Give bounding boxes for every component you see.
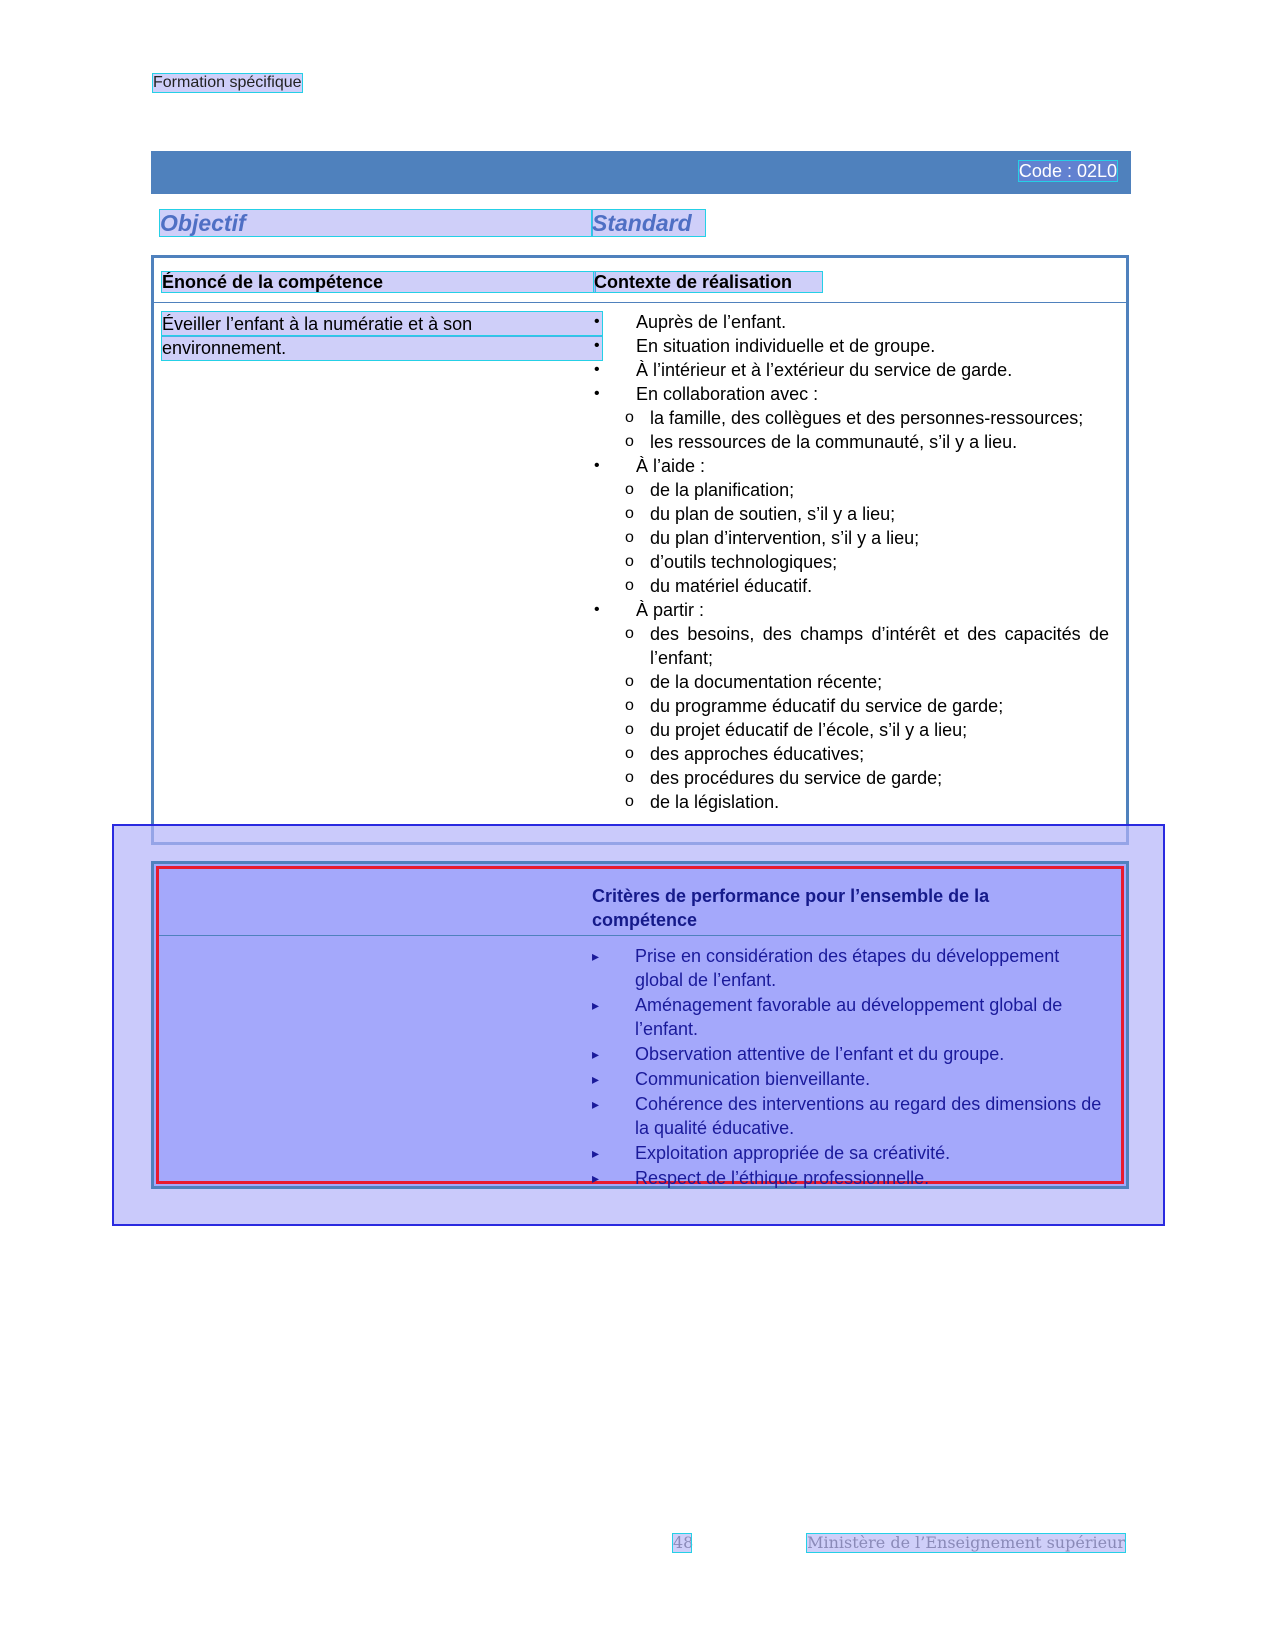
sub-bullet-icon: o	[625, 577, 634, 594]
context-item	[594, 310, 1109, 334]
arrow-bullet-icon: ▸	[592, 1145, 600, 1161]
context-item-text: À l’aide :	[636, 456, 706, 476]
competence-statement-header: Énoncé de la compétence	[162, 272, 595, 292]
context-subitem	[594, 502, 1109, 526]
context-item-text: En situation individuelle et de groupe.	[636, 336, 936, 356]
bullet-icon: •	[594, 313, 600, 330]
context-item-text: Auprès de l’enfant.	[636, 312, 787, 332]
standard-title: Standard	[592, 210, 705, 236]
context-item-text: du matériel éducatif.	[650, 576, 813, 596]
criteria-item	[592, 1166, 1112, 1190]
sub-bullet-icon: o	[625, 697, 634, 714]
criteria-item	[592, 944, 1112, 992]
criteria-item-text: Exploitation appropriée de sa créativité.	[635, 1143, 951, 1163]
context-item-text: du projet éducatif de l’école, s’il y a lieu;	[650, 720, 968, 740]
sub-bullet-icon: o	[625, 433, 634, 450]
sub-bullet-icon: o	[625, 481, 634, 498]
context-item-text: des approches éducatives;	[650, 744, 865, 764]
criteria-item	[592, 1042, 1112, 1066]
context-item-text: de la législation.	[650, 792, 780, 812]
context-item	[594, 598, 1109, 622]
criteria-item	[592, 993, 1112, 1041]
arrow-bullet-icon: ▸	[592, 997, 600, 1013]
footer-ministry: Ministère de l’Enseignement supérieur	[807, 1533, 1125, 1552]
bullet-icon: •	[594, 457, 600, 474]
objective-title: Objectif	[160, 210, 592, 236]
arrow-bullet-icon: ▸	[592, 1170, 600, 1186]
context-item-text: de la planification;	[650, 480, 795, 500]
context-item-text: des besoins, des champs d’intérêt et des capacités de l’enfant;	[650, 624, 1109, 668]
criteria-item-text: Cohérence des interventions au regard des dimensions de la qualité éducative.	[635, 1094, 1102, 1138]
context-item	[594, 334, 1109, 358]
context-subitem	[594, 430, 1109, 454]
context-item	[594, 454, 1109, 478]
criteria-item	[592, 1141, 1112, 1165]
competence-line-2: environnement.	[162, 336, 602, 360]
context-subitem	[594, 694, 1109, 718]
context-item-text: les ressources de la communauté, s’il y a lieu.	[650, 432, 1018, 452]
criteria-list	[592, 944, 1112, 1191]
performance-criteria-table	[151, 861, 1129, 1189]
sub-bullet-icon: o	[625, 769, 634, 786]
arrow-bullet-icon: ▸	[592, 948, 600, 964]
context-item-text: des procédures du service de garde;	[650, 768, 943, 788]
criteria-item-text: Prise en considération des étapes du développement global de l’enfant.	[635, 946, 1060, 990]
context-item-text: la famille, des collègues et des personnes-ressources;	[650, 408, 1084, 428]
context-subitem	[594, 526, 1109, 550]
arrow-bullet-icon: ▸	[592, 1096, 600, 1112]
criteria-item-text: Observation attentive de l’enfant et du groupe.	[635, 1044, 1005, 1064]
sub-bullet-icon: o	[625, 745, 634, 762]
criteria-item-text: Communication bienveillante.	[635, 1069, 871, 1089]
criteria-item-text: Respect de l’éthique professionnelle.	[635, 1168, 930, 1188]
sub-bullet-icon: o	[625, 553, 634, 570]
context-item-text: de la documentation récente;	[650, 672, 883, 692]
arrow-bullet-icon: ▸	[592, 1046, 600, 1062]
criteria-header: Critères de performance pour l’ensemble de la compétence	[592, 886, 990, 930]
context-subitem	[594, 766, 1109, 790]
context-subitem	[594, 550, 1109, 574]
context-item-text: du plan de soutien, s’il y a lieu;	[650, 504, 896, 524]
competence-statement	[162, 312, 567, 360]
context-subitem	[594, 718, 1109, 742]
code-bar	[151, 151, 1131, 194]
sub-bullet-icon: o	[625, 793, 634, 810]
context-subitem	[594, 670, 1109, 694]
criteria-item	[592, 1092, 1112, 1140]
sub-bullet-icon: o	[625, 409, 634, 426]
context-item	[594, 382, 1109, 406]
sub-bullet-icon: o	[625, 721, 634, 738]
context-subitem	[594, 478, 1109, 502]
running-header: Formation spécifique	[153, 74, 302, 91]
context-item-text: En collaboration avec :	[636, 384, 819, 404]
sub-bullet-icon: o	[625, 625, 634, 642]
criteria-highlight-frame	[156, 866, 1124, 1188]
competency-code: Code : 02L0	[1018, 161, 1117, 181]
context-item-text: d’outils technologiques;	[650, 552, 838, 572]
context-subitem	[594, 574, 1109, 598]
bullet-icon: •	[594, 601, 600, 618]
bullet-icon: •	[594, 361, 600, 378]
page-number: 48	[673, 1533, 694, 1552]
context-item-text: du plan d’intervention, s’il y a lieu;	[650, 528, 920, 548]
context-header: Contexte de réalisation	[594, 272, 822, 292]
context-item-text: À l’intérieur et à l’extérieur du service de garde.	[636, 360, 1013, 380]
criteria-divider	[159, 935, 1121, 936]
bullet-icon: •	[594, 385, 600, 402]
arrow-bullet-icon: ▸	[592, 1071, 600, 1087]
context-item	[594, 358, 1109, 382]
criteria-item-text: Aménagement favorable au développement global de l’enfant.	[635, 995, 1063, 1039]
competence-table	[151, 255, 1129, 845]
header-divider	[154, 302, 1126, 303]
competence-line-1: Éveiller l’enfant à la numératie et à son	[162, 312, 602, 336]
context-item-text: À partir :	[636, 600, 705, 620]
context-item-text: du programme éducatif du service de garde;	[650, 696, 1004, 716]
context-list	[594, 310, 1109, 814]
bullet-icon: •	[594, 337, 600, 354]
context-subitem	[594, 622, 1109, 670]
context-subitem	[594, 406, 1109, 430]
context-subitem	[594, 790, 1109, 814]
context-subitem	[594, 742, 1109, 766]
sub-bullet-icon: o	[625, 529, 634, 546]
sub-bullet-icon: o	[625, 673, 634, 690]
criteria-item	[592, 1067, 1112, 1091]
sub-bullet-icon: o	[625, 505, 634, 522]
